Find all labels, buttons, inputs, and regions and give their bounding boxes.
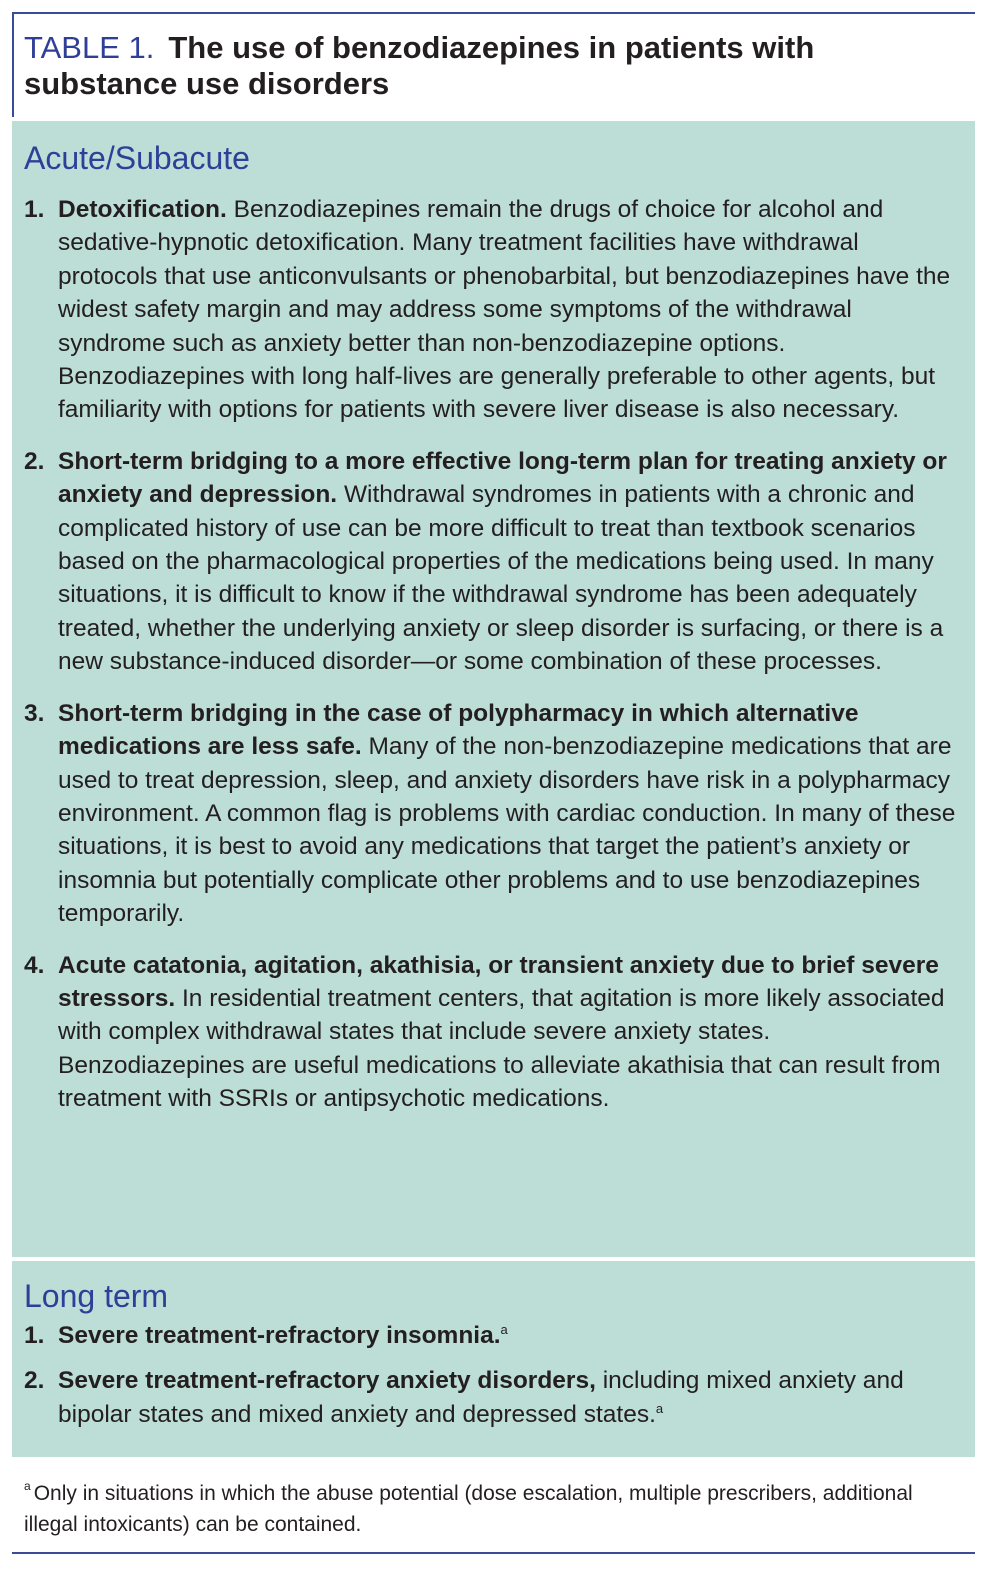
item-body: Withdrawal syndromes in patients with a chronic and complicated history of use can be more difficult to treat than textbook scenarios based on the pharmacological properties of the medications being used. In many situations, it is difficult to know if the withdrawal syndrome has been adequately treated, whether the underlying anxiety or sleep disorder is surfacing, or there is a new substance-induced disorder—or some combination of these processes. <box>58 481 944 676</box>
long-term-section <box>12 1261 975 1457</box>
section-heading-long-term: Long term <box>24 1278 169 1314</box>
table-title-text: The use of benzodiazepines in patients with substance use disorders <box>24 30 815 101</box>
item-lead: Detoxification. <box>58 196 227 223</box>
long-term-item-1 <box>24 1319 959 1352</box>
top-rule <box>12 12 975 14</box>
item-body: Many of the non-benzodiazepine medications that are used to treat depression, sleep, and anxiety disorders have risk in a polypharmacy environment. A common flag is problems with cardiac conduction. In many of these situations, it is best to avoid any medications that target the patient’s anxiety or insomnia but potentially complicate other problems and to use benzodiazepines temporarily. <box>58 733 956 928</box>
item-lead: Severe treatment-refractory anxiety disorders, <box>58 1367 596 1395</box>
footnote-marker: a <box>24 1479 31 1493</box>
item-body: Benzodiazepines remain the drugs of choice for alcohol and sedative-hypnotic detoxification. Many treatment facilities have withdrawal protocols that use anticonvulsants or phenobarbital, but benzodiazepines have the widest safety margin and may address some symptoms of the withdrawal syndrome such as anxiety better than non-benzodiazepine options. Benzodiazepines with long half-lives are generally preferable to other agents, but familiarity with options for patients with severe liver disease is also necessary. <box>58 196 951 424</box>
footnote <box>24 1478 969 1540</box>
acute-item-3 <box>24 697 959 931</box>
item-body: In residential treatment centers, that agitation is more likely associated with complex withdrawal states that include severe anxiety states. Benzodiazepines are useful medications to alleviate akathisia that can result from treatment with SSRIs or antipsychotic medications. <box>58 984 945 1113</box>
title-left-rule <box>12 14 14 117</box>
bottom-rule <box>12 1552 975 1554</box>
acute-item-2 <box>24 445 959 679</box>
item-lead: Short-term bridging to a more effective long-term plan for treating anxiety or anxiety and depression. <box>58 447 947 509</box>
item-lead: Severe treatment-refractory insomnia. <box>58 1322 501 1349</box>
footnote-marker: a <box>655 1400 664 1416</box>
footnote-marker: a <box>500 1322 508 1337</box>
acute-item-1 <box>24 193 959 427</box>
item-number: 2. <box>24 1367 45 1395</box>
item-lead: Acute catatonia, agitation, akathisia, or transient anxiety due to brief severe stressors. <box>58 951 939 1012</box>
item-number: 3. <box>24 699 45 727</box>
item-number: 2. <box>24 447 45 475</box>
table-title <box>24 30 974 102</box>
section-heading-acute: Acute/Subacute <box>24 140 250 176</box>
item-number: 4. <box>24 951 45 979</box>
acute-subacute-section <box>12 121 975 1257</box>
item-lead: Short-term bridging in the case of polypharmacy in which alternative medications are less safe. <box>58 699 859 761</box>
item-number: 1. <box>24 1322 45 1349</box>
footnote-text: Only in situations in which the abuse potential (dose escalation, multiple prescribers, additional illegal intoxicants) can be contained. <box>24 1482 913 1536</box>
table-label: TABLE 1. <box>24 30 155 65</box>
item-body: including mixed anxiety and bipolar states and mixed anxiety and depressed states. <box>58 1367 904 1428</box>
acute-item-4 <box>24 949 959 1116</box>
long-term-item-2 <box>24 1364 959 1431</box>
item-number: 1. <box>24 196 45 223</box>
